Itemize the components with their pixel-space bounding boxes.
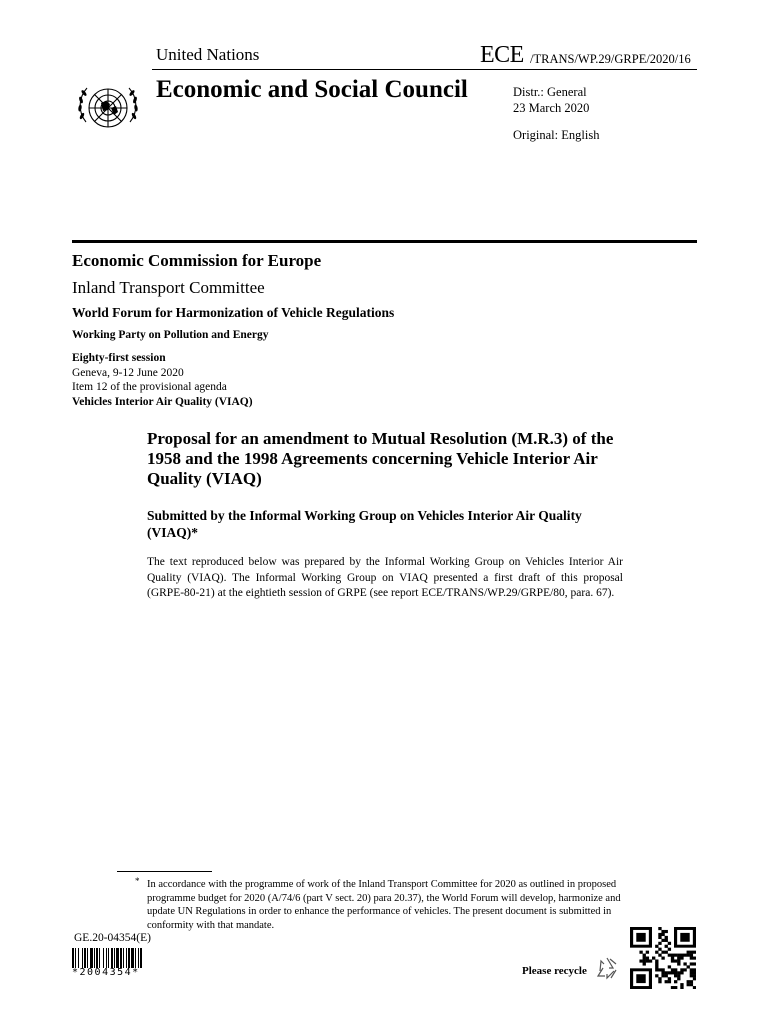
document-symbol: /TRANS/WP.29/GRPE/2020/16 <box>530 52 691 66</box>
original-language: Original: English <box>513 128 600 142</box>
document-title: Proposal for an amendment to Mutual Resolution (M.R.3) of the 1958 and the 1998 Agreements concerning Vehicle Interior Air Quality (VIAQ) <box>147 429 614 488</box>
barcode-text: *2004354* <box>72 967 140 978</box>
agenda-topic: Vehicles Interior Air Quality (VIAQ) <box>72 395 253 408</box>
header-rule <box>152 69 697 70</box>
document-symbol-prefix: ECE <box>480 42 524 68</box>
intro-paragraph: The text reproduced below was prepared by the Informal Working Group on Vehicles Interior Air Quality (VIAQ). The Informal Working Group on VIAQ presented a first draft of this proposal (GRPE-80-21) at the eightieth session of GRPE (see report ECE/TRANS/WP.29/GRPE/80, para. 67). <box>147 556 623 599</box>
committee-name: Inland Transport Committee <box>72 278 265 297</box>
distribution-block <box>513 84 589 116</box>
footnote-mark: * <box>135 876 140 886</box>
distribution-status: Distr.: General <box>513 85 587 99</box>
session-place-date: Geneva, 9-12 June 2020 <box>72 366 184 379</box>
forum-name: World Forum for Harmonization of Vehicle Regulations <box>72 305 395 320</box>
qr-code-icon <box>630 927 696 989</box>
barcode <box>72 948 184 968</box>
working-party-name: Working Party on Pollution and Energy <box>72 329 269 341</box>
session-block <box>72 351 253 409</box>
agenda-item: Item 12 of the provisional agenda <box>72 381 227 393</box>
document-date: 23 March 2020 <box>513 101 590 115</box>
un-emblem-icon <box>70 78 146 138</box>
council-name: Economic and Social Council <box>156 76 468 103</box>
submitted-by: Submitted by the Informal Working Group on Vehicles Interior Air Quality (VIAQ)* <box>147 508 582 540</box>
recycle-icon <box>594 955 620 981</box>
footnote-rule <box>117 871 212 872</box>
recycle-label: Please recycle <box>522 965 587 977</box>
footnote-text: In accordance with the programme of work of the Inland Transport Committee for 2020 as outlined in proposed programme budget for 2020 (A/74/6 (part V sect. 20) para 20.37), the World Forum will develop, harmonize and update UN Regulations in order to enhance the performance of vehicles. The present document is submitted in conformity with that mandate. <box>147 879 621 931</box>
commission-name: Economic Commission for Europe <box>72 251 322 270</box>
job-number: GE.20-04354(E) <box>74 932 151 944</box>
org-name: United Nations <box>156 45 260 64</box>
session-name: Eighty-first session <box>72 352 166 364</box>
main-rule <box>72 240 697 243</box>
